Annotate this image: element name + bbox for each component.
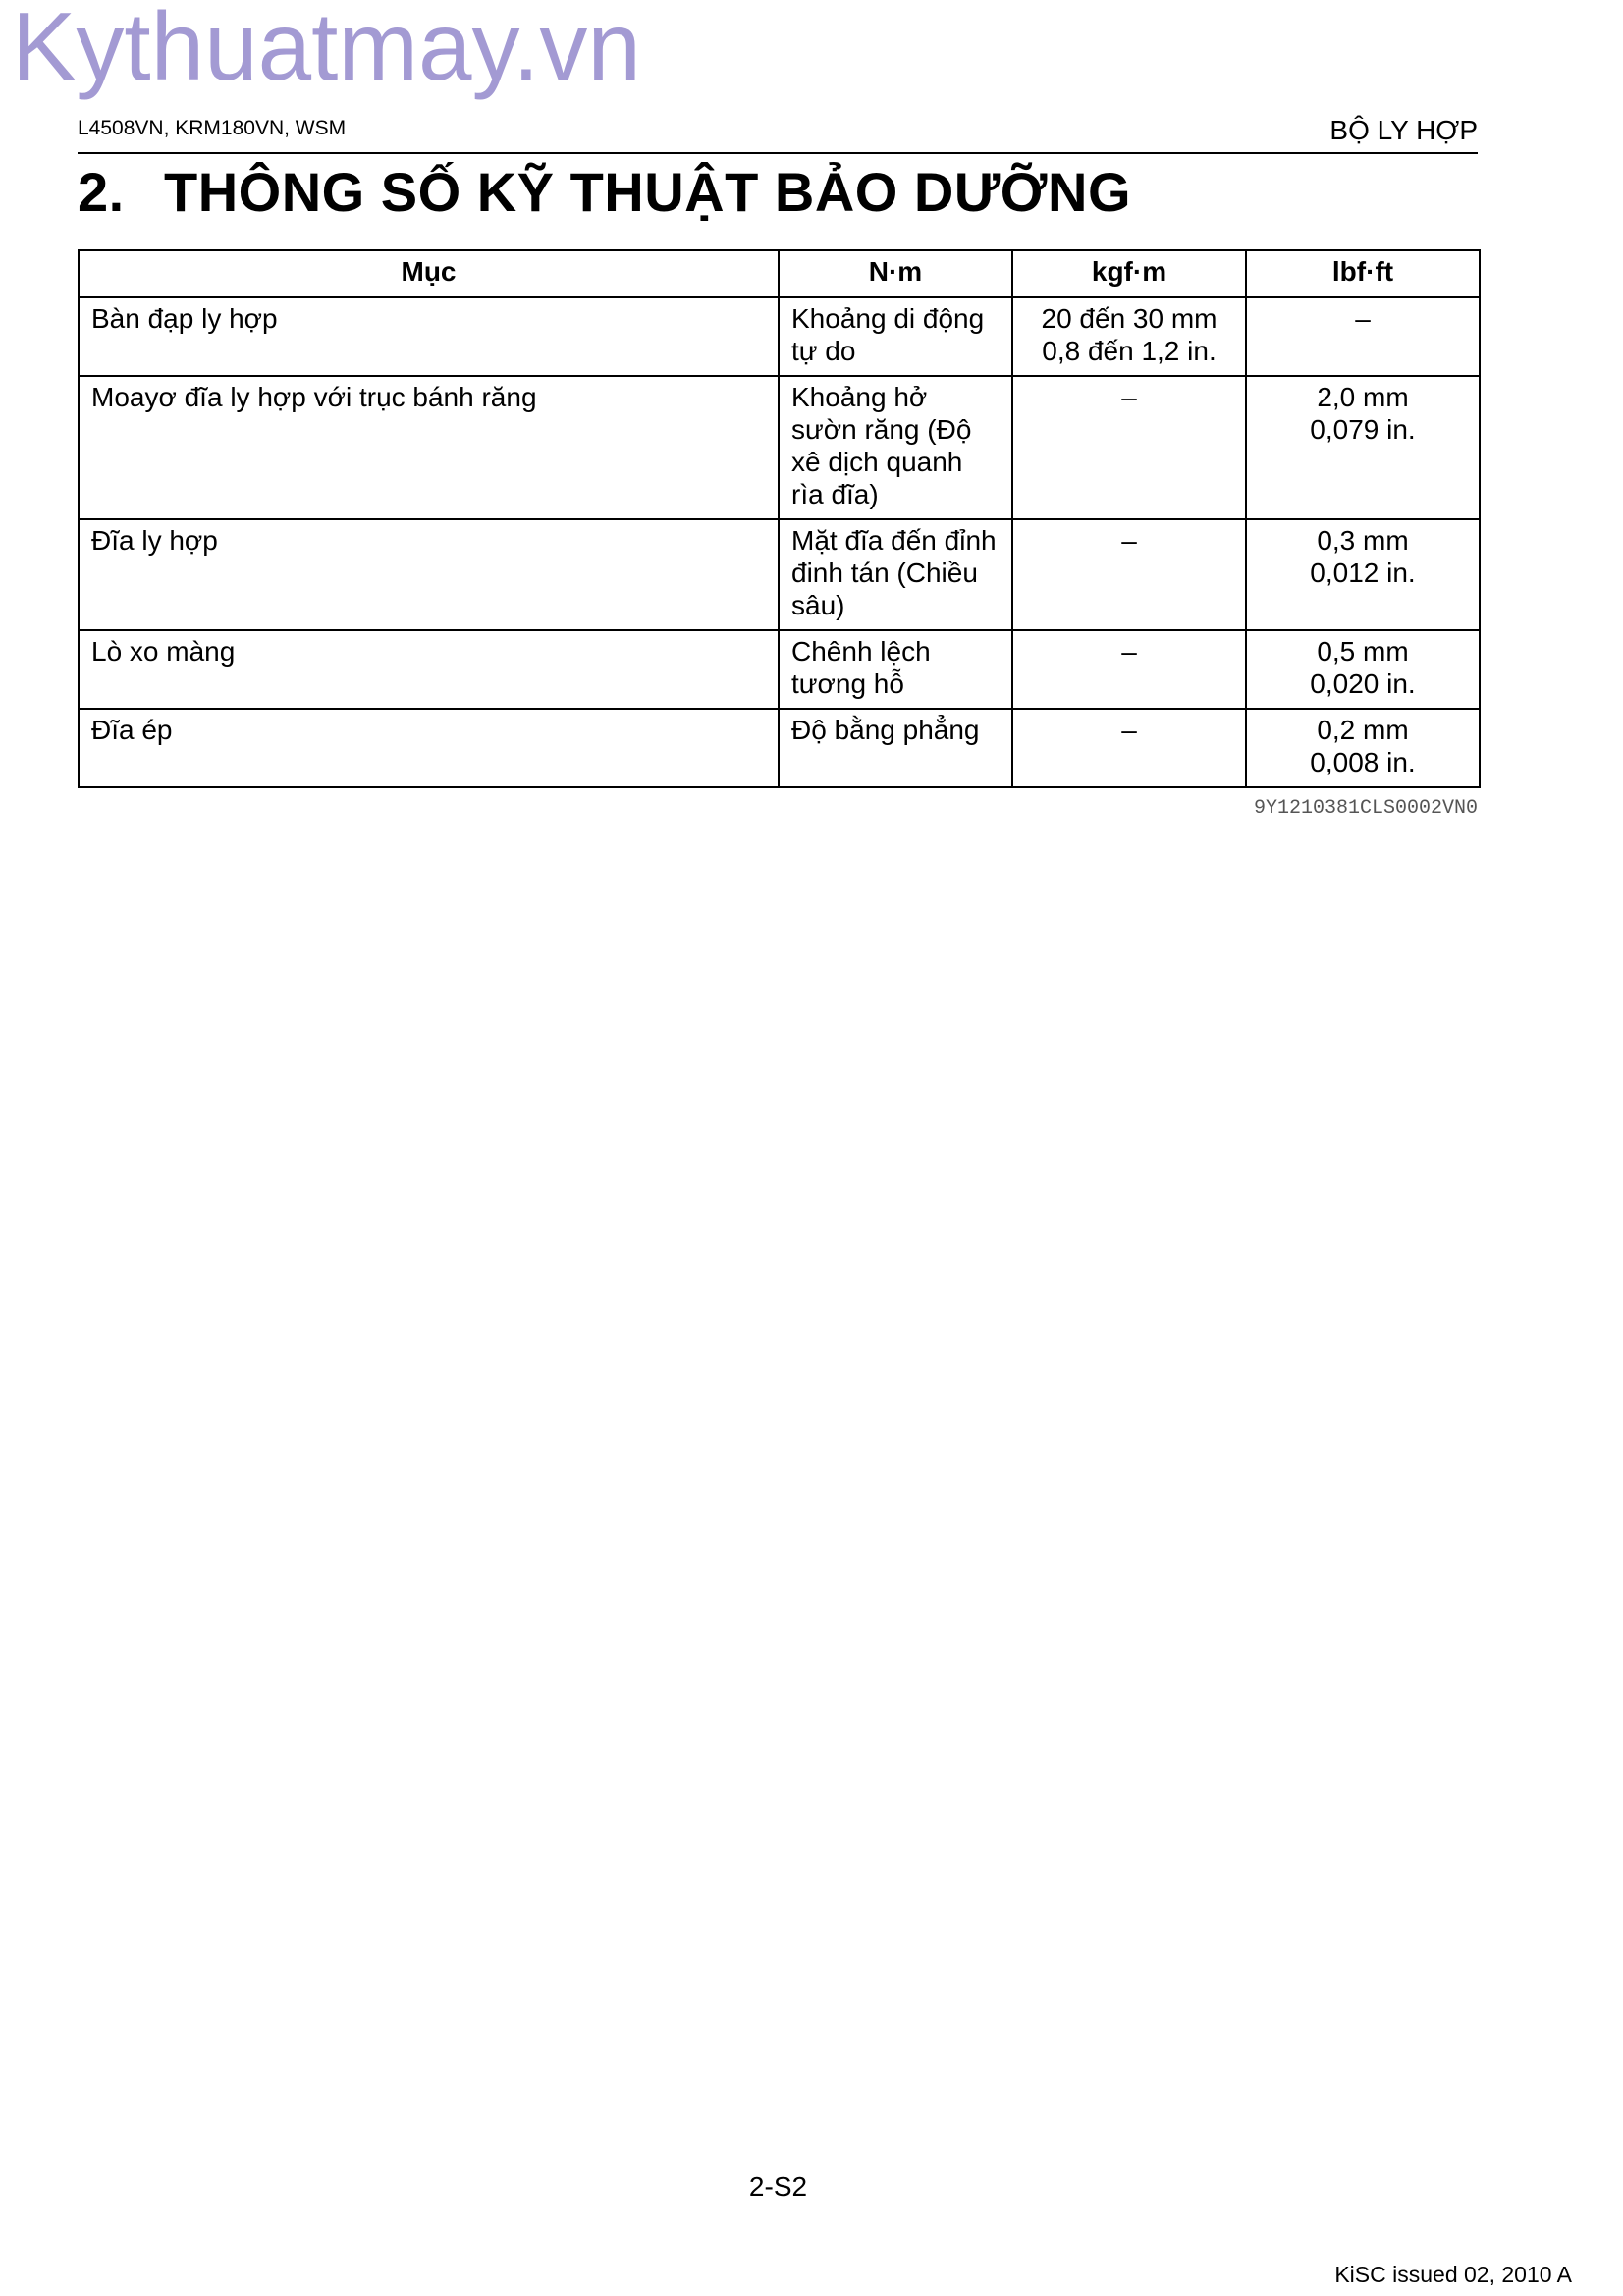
section-title xyxy=(78,160,1131,224)
cell-item: Moayơ đĩa ly hợp với trục bánh răng xyxy=(79,376,779,519)
cell-line: tương hỗ xyxy=(791,668,904,699)
col-header-item: Mục xyxy=(79,250,779,297)
issue-info: KiSC issued 02, 2010 A xyxy=(1334,2262,1572,2287)
cell-lbfft xyxy=(1246,297,1480,376)
cell-line: Chênh lệch xyxy=(791,636,931,667)
cell-line: sâu) xyxy=(791,590,845,620)
cell-line: xê dịch quanh xyxy=(791,447,963,477)
cell-line: đinh tán (Chiều xyxy=(791,558,978,588)
table-row xyxy=(79,630,1480,709)
cell-nm xyxy=(779,519,1012,630)
cell-nm xyxy=(779,630,1012,709)
table-row xyxy=(79,297,1480,376)
cell-lbfft xyxy=(1246,376,1480,519)
header-model-list: L4508VN, KRM180VN, WSM xyxy=(78,117,347,139)
spec-table xyxy=(78,249,1481,788)
cell-lbfft xyxy=(1246,519,1480,630)
table-row xyxy=(79,709,1480,787)
cell-line: Khoảng di động xyxy=(791,303,985,334)
table-row xyxy=(79,519,1480,630)
cell-kgfm xyxy=(1012,630,1246,709)
cell-line: 0,012 in. xyxy=(1310,558,1416,588)
col-header-nm: N·m xyxy=(779,250,1012,297)
cell-item: Bàn đạp ly hợp xyxy=(79,297,779,376)
cell-line: – xyxy=(1121,382,1137,412)
cell-line: 0,5 mm xyxy=(1317,636,1409,667)
cell-item: Lò xo màng xyxy=(79,630,779,709)
cell-line: 0,008 in. xyxy=(1310,747,1416,777)
cell-nm xyxy=(779,297,1012,376)
spec-table-header-row xyxy=(79,250,1480,297)
cell-line: 0,2 mm xyxy=(1317,715,1409,745)
table-row xyxy=(79,376,1480,519)
cell-line: 20 đến 30 mm xyxy=(1041,303,1217,334)
cell-item: Đĩa ly hợp xyxy=(79,519,779,630)
header-divider xyxy=(78,152,1478,154)
cell-line: 0,020 in. xyxy=(1310,668,1416,699)
cell-item: Đĩa ép xyxy=(79,709,779,787)
cell-line: Độ bằng phẳng xyxy=(791,715,980,745)
cell-nm xyxy=(779,709,1012,787)
cell-line: – xyxy=(1121,636,1137,667)
page-number: 2-S2 xyxy=(748,2171,808,2202)
cell-lbfft xyxy=(1246,709,1480,787)
watermark-logo: Kythuatmay.vn xyxy=(12,0,641,100)
cell-lbfft xyxy=(1246,630,1480,709)
cell-line: sườn răng (Độ xyxy=(791,414,972,445)
cell-line: 0,079 in. xyxy=(1310,414,1416,445)
cell-kgfm xyxy=(1012,709,1246,787)
cell-line: Mặt đĩa đến đỉnh xyxy=(791,525,997,556)
cell-kgfm xyxy=(1012,297,1246,376)
document-code: 9Y1210381CLS0002VN0 xyxy=(1253,797,1478,820)
cell-kgfm xyxy=(1012,376,1246,519)
cell-line: rìa đĩa) xyxy=(791,479,879,509)
cell-line: 2,0 mm xyxy=(1317,382,1409,412)
cell-line: 0,8 đến 1,2 in. xyxy=(1042,336,1217,366)
cell-line: – xyxy=(1121,525,1137,556)
col-header-kgfm: kgf·m xyxy=(1012,250,1246,297)
col-header-lbfft: lbf·ft xyxy=(1246,250,1480,297)
cell-line: – xyxy=(1121,715,1137,745)
cell-line: – xyxy=(1355,303,1371,334)
header-section-name: BỘ LY HỢP xyxy=(1329,115,1478,145)
section-title-text: THÔNG SỐ KỸ THUẬT BẢO DƯỠNG xyxy=(164,161,1132,223)
cell-line: Khoảng hở xyxy=(791,382,928,412)
cell-line: tự do xyxy=(791,336,856,366)
section-number: 2. xyxy=(78,161,125,223)
cell-line: 0,3 mm xyxy=(1317,525,1409,556)
cell-kgfm xyxy=(1012,519,1246,630)
cell-nm xyxy=(779,376,1012,519)
